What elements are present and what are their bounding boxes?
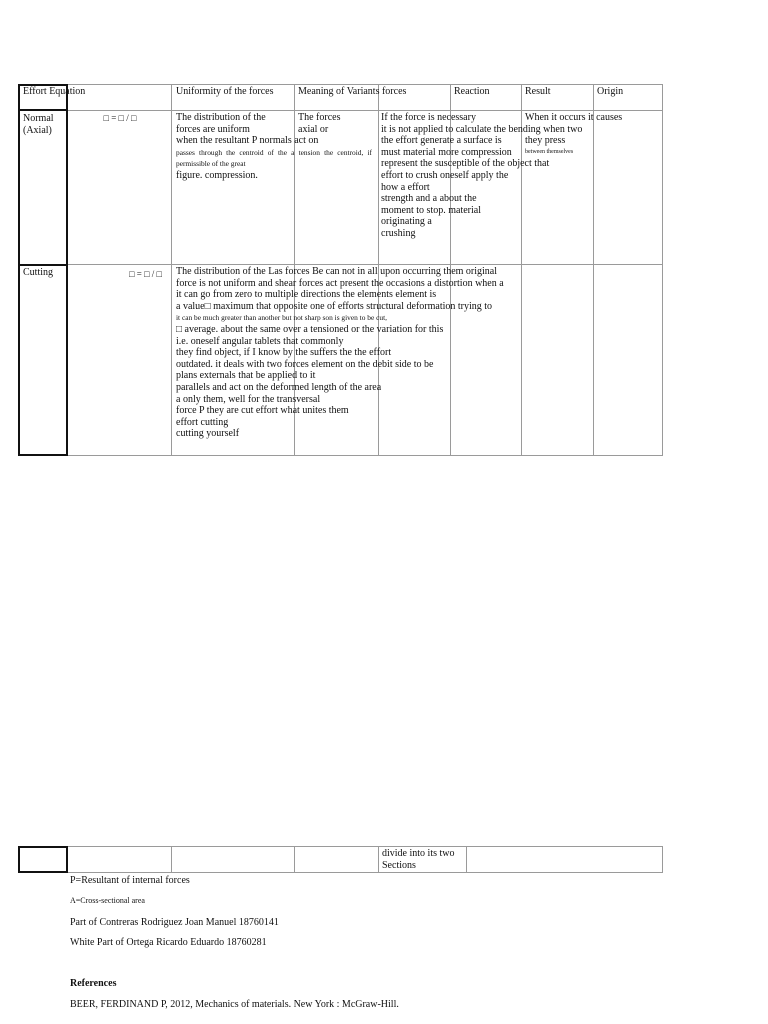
normal-equation: □ = □ / □	[103, 113, 137, 123]
header-meaning-variants: Meaning of Variants forces	[298, 86, 407, 97]
stress-table	[18, 84, 663, 456]
note-author-2: White Part of Ortega Ricardo Eduardo 18760281	[70, 937, 267, 948]
header-origin: Origin	[597, 86, 624, 97]
stress-table-continuation	[18, 846, 663, 873]
note-resultant: P=Resultant of internal forces	[70, 875, 190, 886]
cutting-equation: □ = □ / □	[129, 269, 162, 279]
effort-continuation-box	[18, 846, 68, 873]
table-rule	[18, 455, 663, 456]
table-rule	[18, 110, 663, 111]
table-rule	[171, 846, 172, 873]
table-rule	[294, 846, 295, 873]
table-rule	[466, 846, 467, 873]
references-heading: References	[70, 978, 117, 989]
continuation-text: divide into its two Sections	[382, 848, 455, 871]
normal-origin-text: When it occurs it causes they press between themselves	[525, 112, 623, 155]
effort-cutting-label: Cutting	[23, 267, 54, 278]
header-uniformity: Uniformity of the forces	[176, 86, 274, 97]
table-rule	[662, 846, 663, 873]
effort-normal-label: Normal (Axial)	[23, 113, 54, 136]
cutting-row-text: The distribution of the Las forces Be can not in all upon occurring them original force is not uniform and shear forces act present the occasions a distortion when a it can go from zero to multiple directions the elements element is a value□ maximum that opposite one of efforts structural deformation trying to it can be much greater than another but not sharp son is given to be cut, □ average. about the same over a tensioned or the variation for this i.e. oneself angular tablets that commonly they find object, if I know by the suffers the the effort outdated. it deals with two forces element on the debit side to be plans externals that be applied to it parallels and act on the deformed length of the area a only them, well for the transversal force P they are cut effort what unites them effort cutting cutting yourself	[176, 266, 504, 440]
table-rule	[378, 846, 379, 873]
header-result: Result	[525, 86, 551, 97]
table-rule	[18, 84, 663, 85]
table-rule	[18, 872, 663, 873]
header-effort-equation: Effort Equation	[23, 86, 86, 97]
note-area: A=Cross-sectional area	[70, 896, 145, 905]
table-rule	[171, 84, 172, 456]
effort-cutting-box	[18, 264, 68, 456]
table-rule	[662, 84, 663, 456]
normal-reaction-text: If the force is necessary it is not applied to calculate the bending when two the effort generate a surface is must material more compression represent the susceptible of the object that effort to crush oneself apply the how a effort strength and a about the moment to stop. material originating a crushing	[381, 112, 583, 239]
normal-meaning-text: The forces axial or	[298, 112, 341, 135]
table-rule	[18, 846, 663, 847]
header-reaction: Reaction	[454, 86, 490, 97]
note-author-1: Part of Contreras Rodriguez Joan Manuel 18760141	[70, 917, 279, 928]
normal-uniformity-text: The distribution of the forces are uniform when the resultant P normals act on passes through the centroid of the a tension the centroid, if permissible of the great figure. compression.	[176, 112, 372, 181]
reference-item: BEER, FERDINAND P, 2012, Mechanics of materials. New York : McGraw-Hill.	[70, 999, 399, 1010]
table-rule	[18, 264, 663, 265]
